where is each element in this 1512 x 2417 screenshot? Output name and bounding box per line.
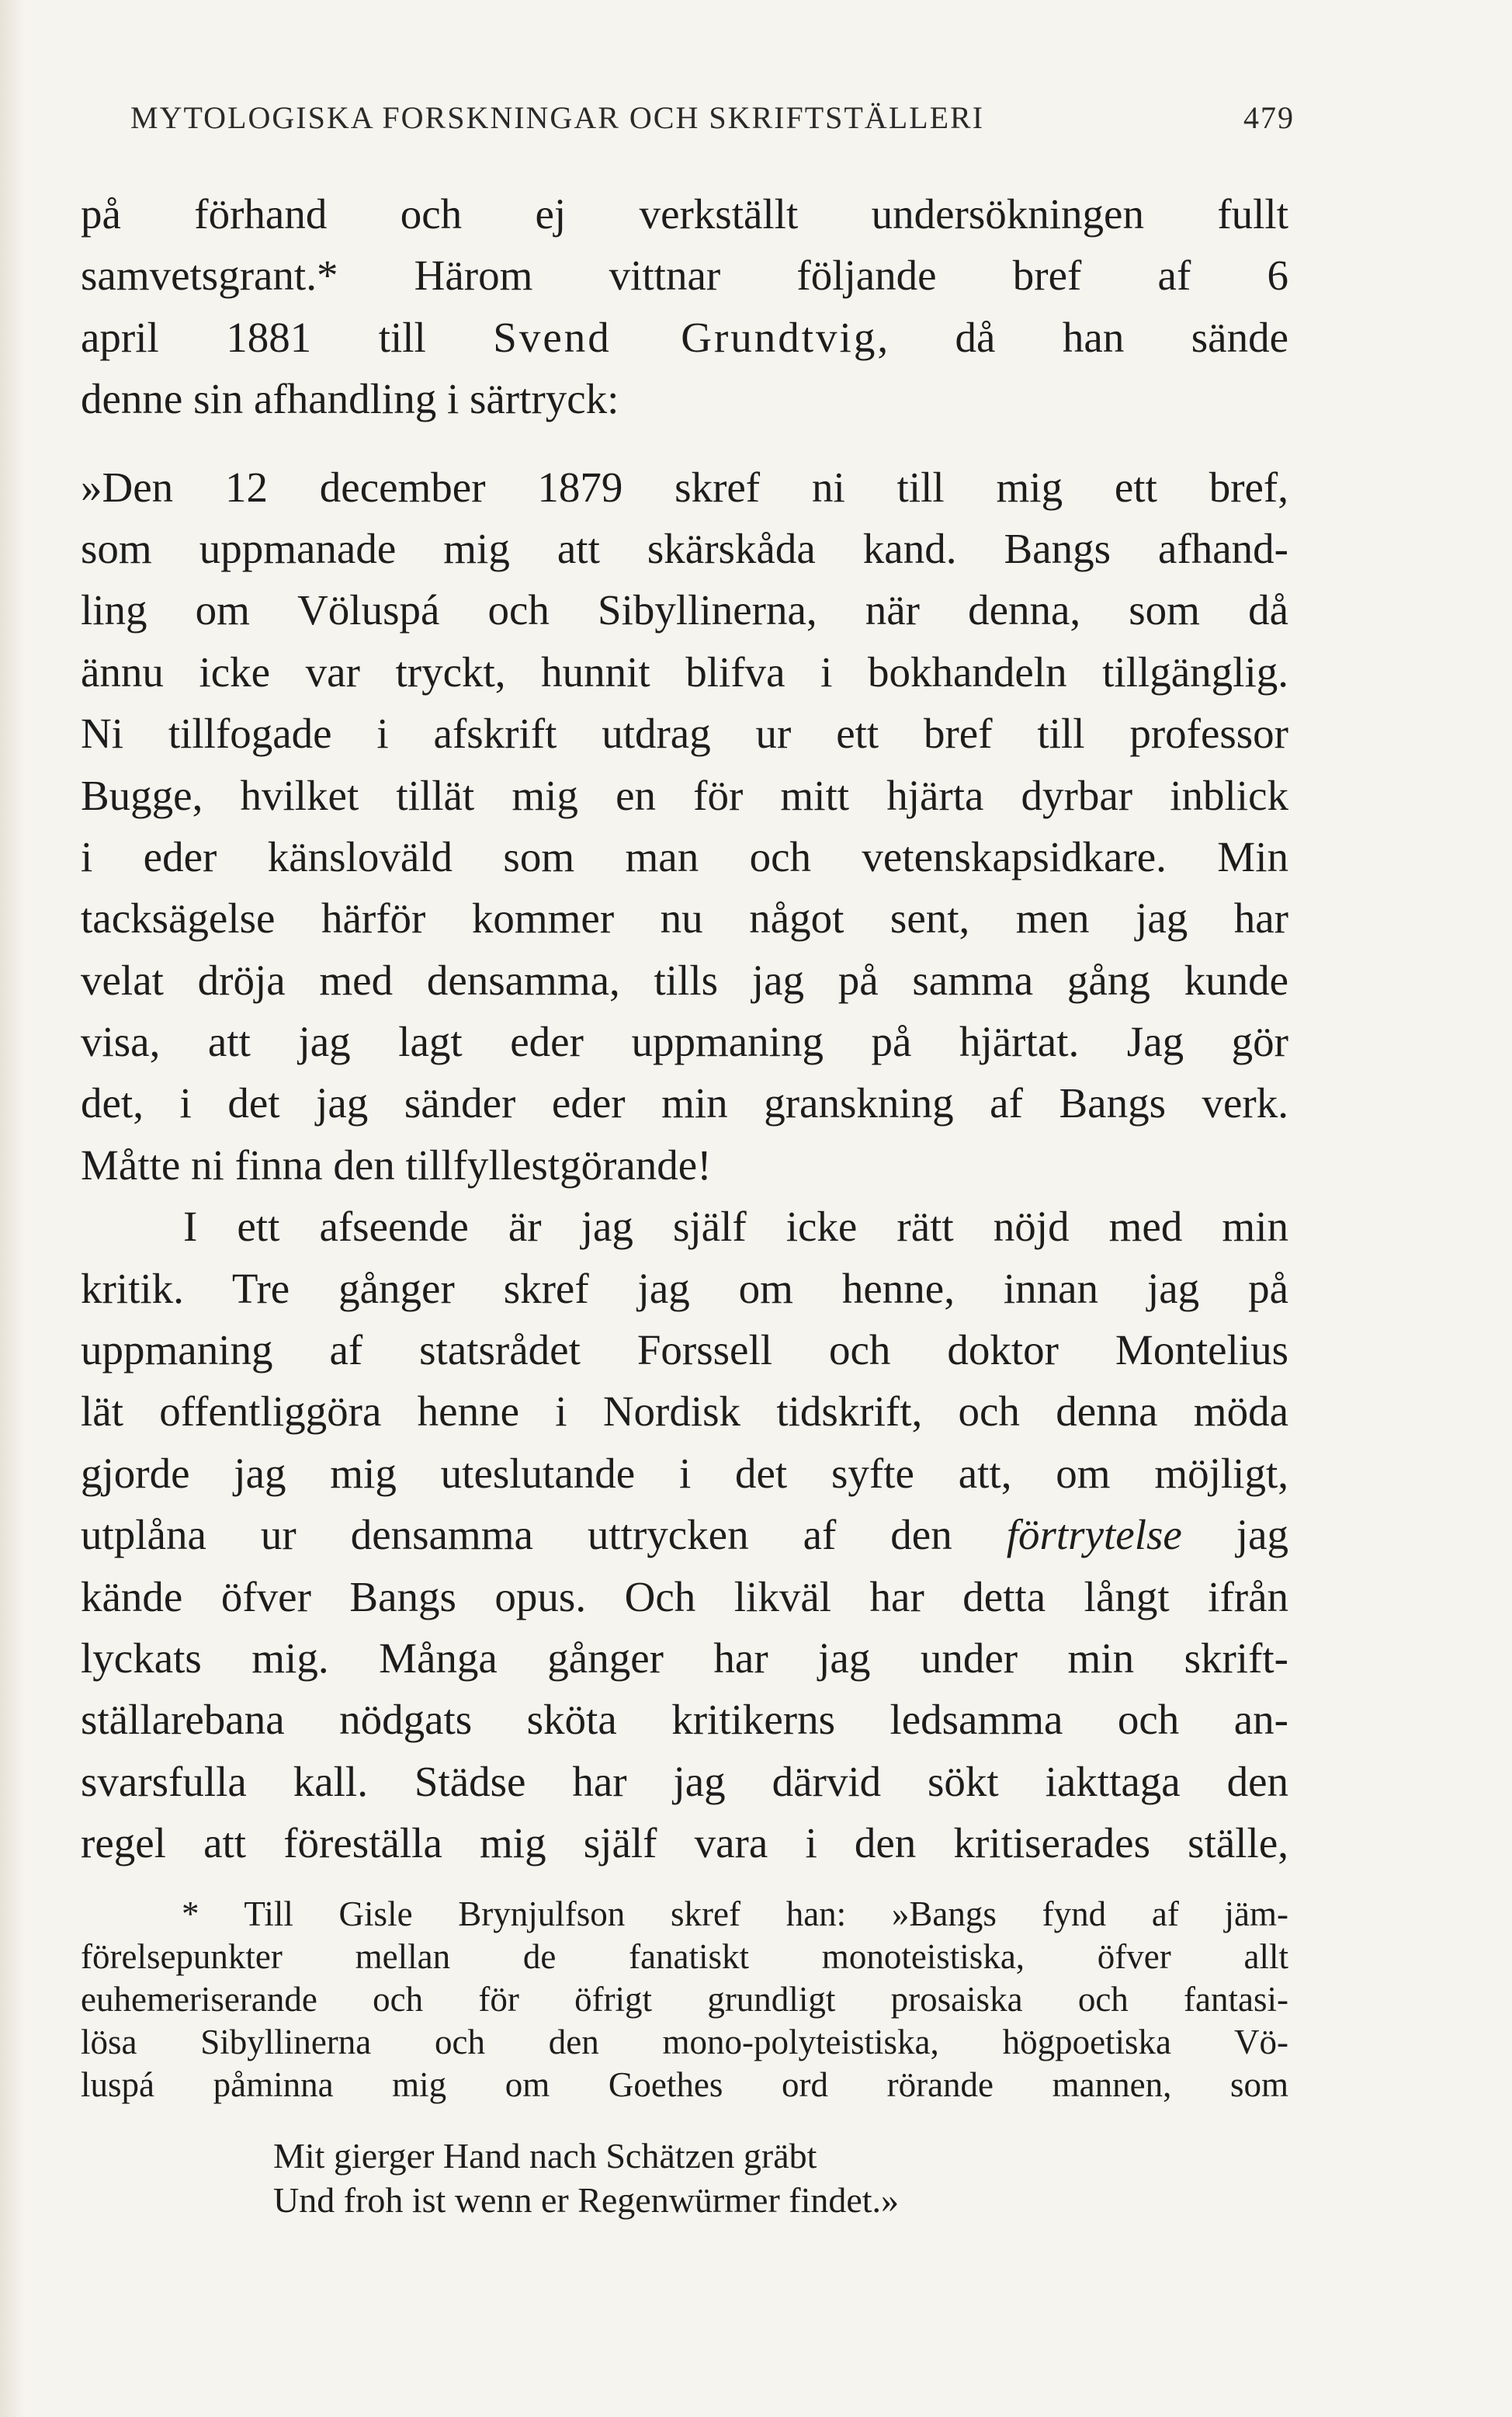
text-line: kände öfver Bangs opus. Och likväl har detta långt ifrån [81,1572,1288,1620]
text-fragment: utplåna ur densamma uttrycken af den [81,1511,952,1559]
text-line: denne sin afhandling i särtryck: [81,375,619,423]
text-line: ställarebana nödgats sköta kritikerns ledsamma och an- [81,1696,1288,1744]
footnote-line: luspá påminna mig om Goethes ord rörande mannen, som [81,2065,1288,2104]
page-gutter-shadow [0,0,25,2417]
text-line: det, i det jag sänder eder min granskning af Bangs verk. [81,1079,1288,1127]
text-line: på förhand och ej verkställt undersökningen fullt [81,190,1288,238]
text-line: lät offentliggöra henne i Nordisk tidskrift, och denna möda [81,1387,1288,1436]
verse-line: Und froh ist wenn er Regenwürmer findet.» [273,2180,900,2220]
text-line: visa, att jag lagt eder uppmaning på hjärtat. Jag gör [81,1018,1288,1066]
text-line: svarsfulla kall. Städse har jag därvid sökt iakttaga den [81,1757,1288,1805]
body-text [81,183,1288,1874]
text-line: Ni tillfogade i afskrift utdrag ur ett bref till professor [81,710,1288,758]
footnote-line: * Till Gisle Brynjulfson skref han: »Bangs fynd af jäm- [182,1894,1288,1933]
text-line: Måtte ni finna den tillfyllestgörande! [81,1141,712,1189]
text-line: ännu icke var tryckt, hunnit blifva i bokhandeln tillgänglig. [81,648,1288,696]
running-title: MYTOLOGISKA FORSKNINGAR OCH SKRIFTSTÄLLERI [130,100,985,135]
quoted-verse [273,2134,1282,2222]
footnote-line: euhemeriserande och för öfrigt grundligt prosaiska och fantasi- [81,1980,1288,2019]
italic-word: förtrytelse [1006,1511,1182,1559]
spaced-name: Svend Grundtvig [493,313,878,361]
text-line: uppmaning af statsrådet Forssell och doktor Montelius [81,1326,1288,1374]
running-header [130,99,1295,146]
text-line: kritik. Tre gånger skref jag om henne, innan jag på [81,1264,1288,1312]
text-line [81,307,1288,368]
page-number: 479 [1243,100,1295,135]
text-line: velat dröja med densamma, tills jag på samma gång kunde [81,956,1288,1004]
text-line: ling om Völuspá och Sibyllinerna, när denna, som då [81,586,1288,634]
text-line: samvetsgrant.* Härom vittnar följande bref af 6 [81,252,1288,300]
text-fragment: april 1881 till [81,313,426,361]
footnote-line: lösa Sibyllinerna och den mono-polyteistiska, högpoetiska Vö- [81,2023,1288,2061]
text-fragment: jag [1236,1511,1288,1559]
text-line: »Den 12 december 1879 skref ni till mig ett bref, [81,463,1288,511]
footnote-line: förelsepunkter mellan de fanatiskt monoteistiska, öfver allt [81,1937,1288,1976]
text-line: i eder känsloväld som man och vetenskapsidkare. Min [81,832,1288,880]
text-line: regel att föreställa mig själf vara i den kritiserades ställe, [81,1819,1288,1867]
text-line: Bugge, hvilket tillät mig en för mitt hjärta dyrbar inblick [81,771,1288,819]
text-line: som uppmanade mig att skärskåda kand. Bangs afhand- [81,524,1288,572]
footnote [81,1893,1288,2106]
text-line: tacksägelse härför kommer nu något sent, men jag har [81,894,1288,943]
text-line: lyckats mig. Många gånger har jag under min skrift- [81,1634,1288,1682]
verse-line: Mit gierger Hand nach Schätzen gräbt [273,2136,817,2176]
text-line [81,1504,1288,1565]
text-line: I ett afseende är jag själf icke rätt nöjd med min [183,1203,1288,1251]
text-line: gjorde jag mig uteslutande i det syfte att, om möjligt, [81,1449,1288,1497]
text-fragment: , då han sände [877,313,1288,361]
